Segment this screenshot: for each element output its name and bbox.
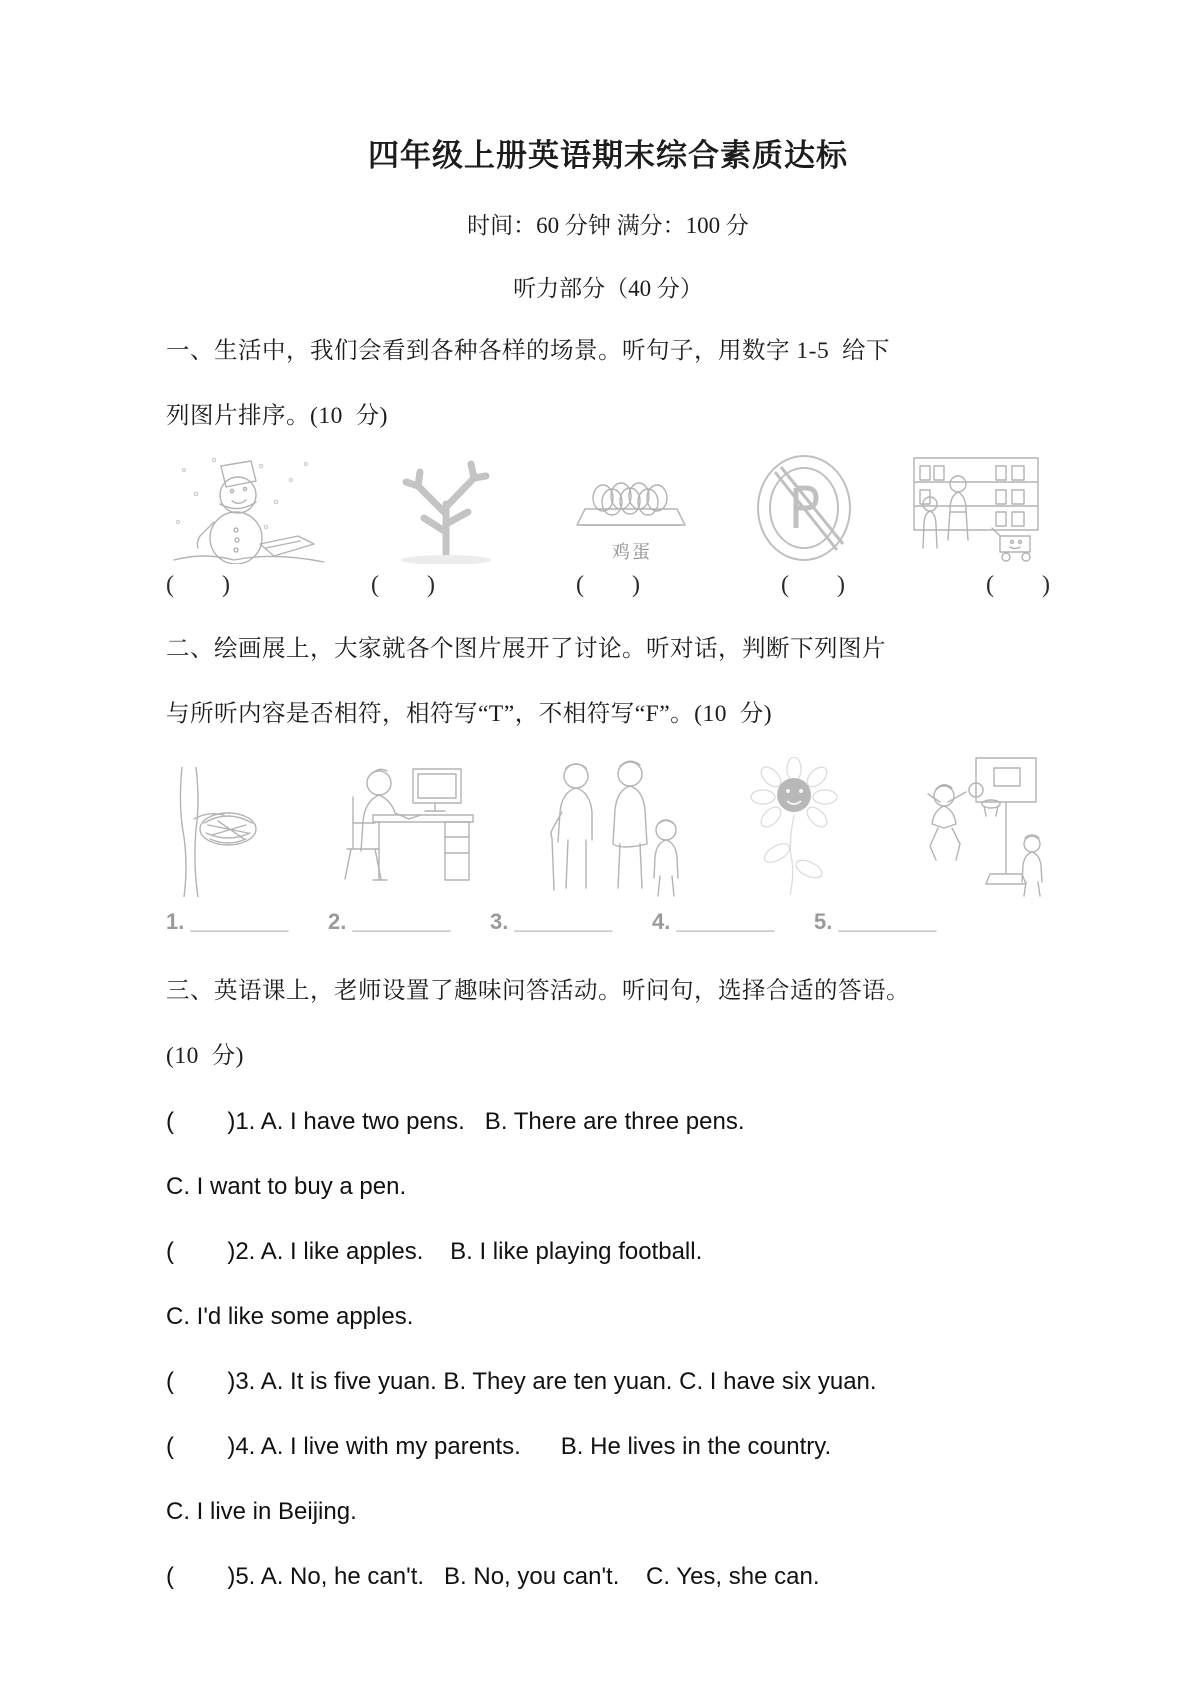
q2-instruction-line2: 与所听内容是否相符，相符写“T”，不相符写“F”。(10 分) — [166, 701, 773, 728]
q2-blank-4: 4. ________ — [652, 908, 775, 934]
q1-answer-slot-1: ( ) — [166, 571, 230, 598]
q2-image-1 — [166, 767, 276, 897]
bird-nest-image — [166, 767, 276, 897]
q2-answer-row — [166, 909, 1050, 935]
basketball-kids-image — [890, 752, 1050, 897]
q2-instruction-line1: 二、绘画展上，大家就各个图片展开了讨论。听对话，判断下列图片 — [166, 635, 886, 662]
q2-image-5 — [890, 752, 1050, 897]
q3-item-1-option-c: C. I want to buy a pen. — [166, 1173, 407, 1201]
q1-answer-slot-4: ( ) — [781, 571, 845, 598]
q1-image-1 — [166, 452, 334, 564]
snowman-image — [166, 452, 334, 564]
q3-instruction-line1: 三、英语课上，老师设置了趣味问答活动。听问句，选择合适的答语。 — [166, 977, 910, 1004]
q3-item-2: ( )2. A. I like apples. B. I like playing football. — [166, 1238, 703, 1266]
q2-image-3 — [528, 752, 698, 897]
q1-image-2 — [376, 452, 516, 564]
q2-blank-1: 1. ________ — [166, 908, 289, 934]
q1-answer-slot-3: ( ) — [576, 571, 640, 598]
family-image — [528, 752, 698, 897]
q1-answer-row — [166, 572, 1050, 599]
q1-instruction-line2: 列图片排序。(10 分) — [166, 403, 388, 430]
q1-answer-slot-2: ( ) — [371, 571, 435, 598]
boy-at-computer-image — [317, 757, 487, 897]
q3-item-2-option-c: C. I'd like some apples. — [166, 1303, 414, 1331]
q3-item-4: ( )4. A. I live with my parents. B. He lives in the country. — [166, 1433, 832, 1461]
q3-item-5: ( )5. A. No, he can't. B. No, you can't. C. Yes, she can. — [166, 1563, 820, 1591]
q3-instruction-line2: (10 分) — [166, 1042, 244, 1069]
q1-answer-slot-5: ( ) — [986, 571, 1050, 598]
q1-instruction-line1: 一、生活中，我们会看到各种各样的场景。听句子，用数字 1-5 给下 — [166, 338, 890, 364]
q2-blank-3: 3. ________ — [490, 908, 613, 934]
q2-blank-5: 5. ________ — [814, 908, 937, 934]
q3-item-1: ( )1. A. I have two pens. B. There are three pens. — [166, 1108, 745, 1136]
q2-image-4 — [739, 757, 849, 897]
q3-item-4-option-c: C. I live in Beijing. — [166, 1498, 357, 1526]
store-shopping-image — [900, 452, 1050, 564]
q2-image-row — [166, 752, 1050, 897]
q1-image-3 — [557, 454, 707, 564]
egg-tray-image — [557, 454, 707, 536]
q3-item-3: ( )3. A. It is five yuan. B. They are ten yuan. C. I have six yuan. — [166, 1368, 877, 1396]
sunflower-image — [739, 757, 849, 897]
q1-image-row — [166, 452, 1050, 564]
time-score-line: 时间：60 分钟 满分：100 分 — [467, 213, 749, 238]
q2-blank-2: 2. ________ — [328, 908, 451, 934]
no-parking-sign-image — [749, 452, 859, 564]
page-content — [0, 130, 1190, 1591]
q2-image-2 — [317, 757, 487, 897]
bare-tree-image — [376, 452, 516, 564]
page-title: 四年级上册英语期末综合素质达标 — [368, 138, 848, 173]
listening-section-heading: 听力部分（40 分） — [513, 276, 703, 301]
q1-image-5 — [900, 452, 1050, 564]
q1-image-4 — [749, 452, 859, 564]
egg-label: 鸡蛋 — [612, 541, 652, 562]
